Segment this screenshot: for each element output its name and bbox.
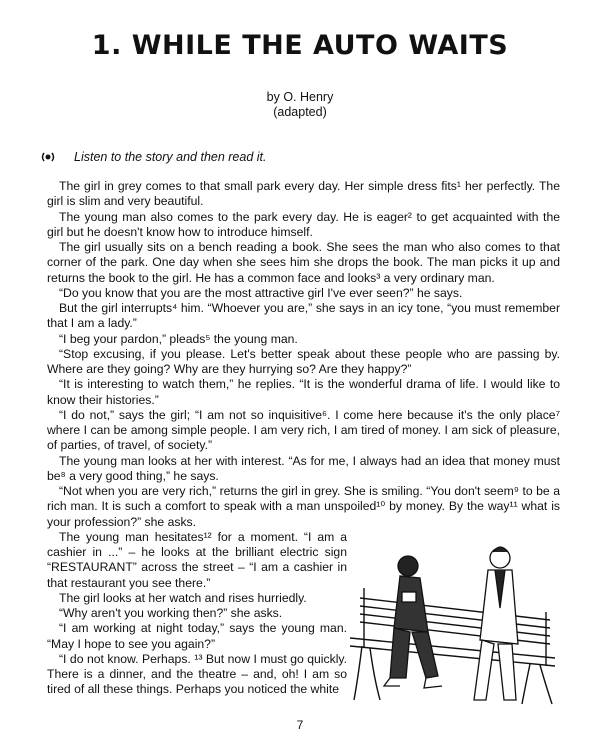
paragraph: “Stop excusing, if you please. Let's better speak about these people who are passing by. Where are they going? Why are they hurrying so? Are they happy?” [47, 346, 560, 376]
paragraph: The girl usually sits on a bench reading a book. She sees the man who also comes to that corner of the park. One day when she sees him she drops the book. The man picks it up and returns the book to the girl. He has a common face and looks³ a very ordinary man. [47, 240, 560, 285]
paragraph: “I beg your pardon,” pleads⁵ the young man. [59, 331, 298, 346]
listen-text: Listen to the story and then read it. [74, 150, 267, 164]
paragraph: “I am working at night today,” says the young man. “May I hope to see you again?” [47, 621, 347, 651]
paragraph: But the girl interrupts⁴ him. “Whoever you are,” she says in an icy tone, “you must remember that I am a lady.” [47, 301, 560, 331]
paragraph: “Why aren't you working then?” she asks. [59, 606, 283, 620]
paragraph: The young man also comes to the park every day. He is eager² to get acquainted with the girl but he doesn't know how to introduce himself. [47, 209, 560, 239]
adapted-note: (adapted) [273, 105, 327, 119]
paragraph: “I do not know. Perhaps. ¹³ But now I must go quickly. There is a dinner, and the theatre – and, oh! I am so tired of all these things. Perhaps you noticed the white [47, 651, 347, 697]
paragraph: “It is interesting to watch them,” he replies. “It is the wonderful drama of life. I would like to know their histories.” [47, 377, 560, 407]
paragraph: The girl in grey comes to that small park every day. Her simple dress fits¹ her perfectly. The girl is slim and very beautiful. [47, 179, 560, 209]
paragraph: The girl looks at her watch and rises hurriedly. [59, 590, 307, 605]
byline [0, 90, 600, 120]
narrow-column [47, 530, 347, 698]
paragraph: “Not when you are very rich,” returns the girl in grey. She is smiling. “You don't seem⁹ to be a rich man. It is such a comfort to speak with a man unspoiled¹⁰ by money. By the way¹¹ what is your profession?” she asks. [47, 484, 560, 529]
audio-icon [40, 151, 56, 163]
paragraph: The young man looks at her with interest. “As for me, I always had an idea that money must be⁸ a very good thing,” he says. [47, 453, 560, 483]
page-number: 7 [296, 718, 304, 732]
author: by O. Henry [266, 90, 334, 104]
paragraph: “I do not,” says the girl; “I am not so inquisitive⁶. I come here because it's the only place⁷ where I can be among simple people. I am very rich, I am tired of money. I am sick of pleasure, of parties, of travel, of society.” [47, 407, 560, 453]
chapter-title: 1. WHILE THE AUTO WAITS [91, 30, 509, 61]
listen-instruction [40, 150, 266, 164]
park-bench-illustration [350, 528, 570, 708]
paragraph: The young man hesitates¹² for a moment. “I am a cashier in ...” – he looks at the brilliant electric sign “RESTAURANT” across the street – “I am a cashier in that restaurant you see there.” [47, 529, 347, 590]
paragraph: “Do you know that you are the most attractive girl I've ever seen?” he says. [59, 285, 463, 300]
